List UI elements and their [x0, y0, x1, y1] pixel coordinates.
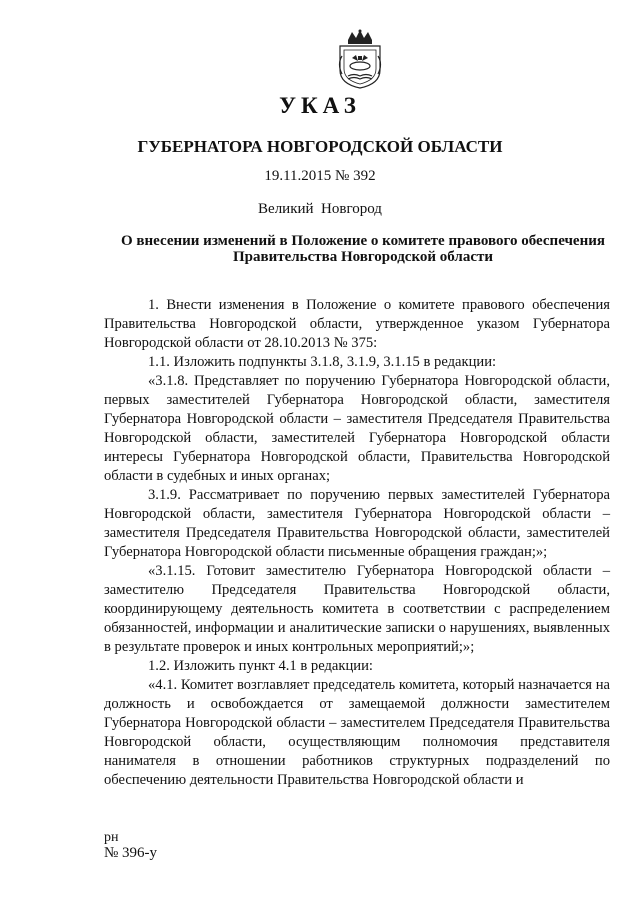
decree-subject: О внесении изменений в Положение о комитете правового обеспечения Правительства Новгородской области: [121, 233, 605, 265]
paragraph-3-1-9: 3.1.9. Рассматривает по поручению первых заместителей Губернатора Новгородской области, заместителя Губернатора Новгородской области – заместителя Председателя Правительства Новгородской области, заместителей Губернатора Новгородской области письменные обращения граждан;»;: [104, 487, 610, 560]
document-code: рн: [104, 830, 119, 845]
paragraph-1-2: 1.2. Изложить пункт 4.1 в редакции:: [148, 658, 373, 674]
decree-body: [104, 296, 610, 790]
decree-issuer: ГУБЕРНАТОРА НОВГОРОДСКОЙ ОБЛАСТИ: [137, 137, 503, 156]
decree-date-number: 19.11.2015 № 392: [264, 168, 376, 184]
paragraph-1-1: 1.1. Изложить подпункты 3.1.8, 3.1.9, 3.1.15 в редакции:: [148, 354, 497, 370]
paragraph-4-1: «4.1. Комитет возглавляет председатель комитета, который назначается на должность и освобождается от замещаемой должности заместителем Губернатора Новгородской области – заместителем Председателя Правительства Новгородской области, осуществляющим полномочия представителя нанимателя в отношении работников структурных подразделений по обеспечению деятельности Правительства Новгородской области и: [104, 677, 610, 788]
paragraph-3-1-15: «3.1.15. Готовит заместителю Губернатора Новгородской области – заместителю Председателя Правительства Новгородской области, координирующему деятельность комитета в соответствии с распределением обязанностей, информации и аналитические записки о нарушениях, выявленных в результате проверок и иных контрольных мероприятий;»;: [104, 563, 610, 655]
decree-place: Великий Новгород: [258, 201, 382, 217]
paragraph-3-1-8: «3.1.8. Представляет по поручению Губернатора Новгородской области, первых заместителей Губернатора Новгородской области, заместителя Губернатора Новгородской области – заместителя Председателя Правительства Новгородской области, заместителей Губернатора Новгородской области интересы Губернатора Новгородской области, Правительства Новгородской области в судебных и иных органах;: [104, 373, 610, 484]
novgorod-coat-of-arms-icon: [334, 28, 386, 90]
document-number: № 396-у: [104, 845, 158, 861]
decree-title: УКАЗ: [279, 93, 361, 118]
paragraph-1: 1. Внести изменения в Положение о комитете правового обеспечения Правительства Новгородской области, утвержденное указом Губернатора Новгородской области от 28.10.2013 № 375:: [104, 297, 610, 351]
